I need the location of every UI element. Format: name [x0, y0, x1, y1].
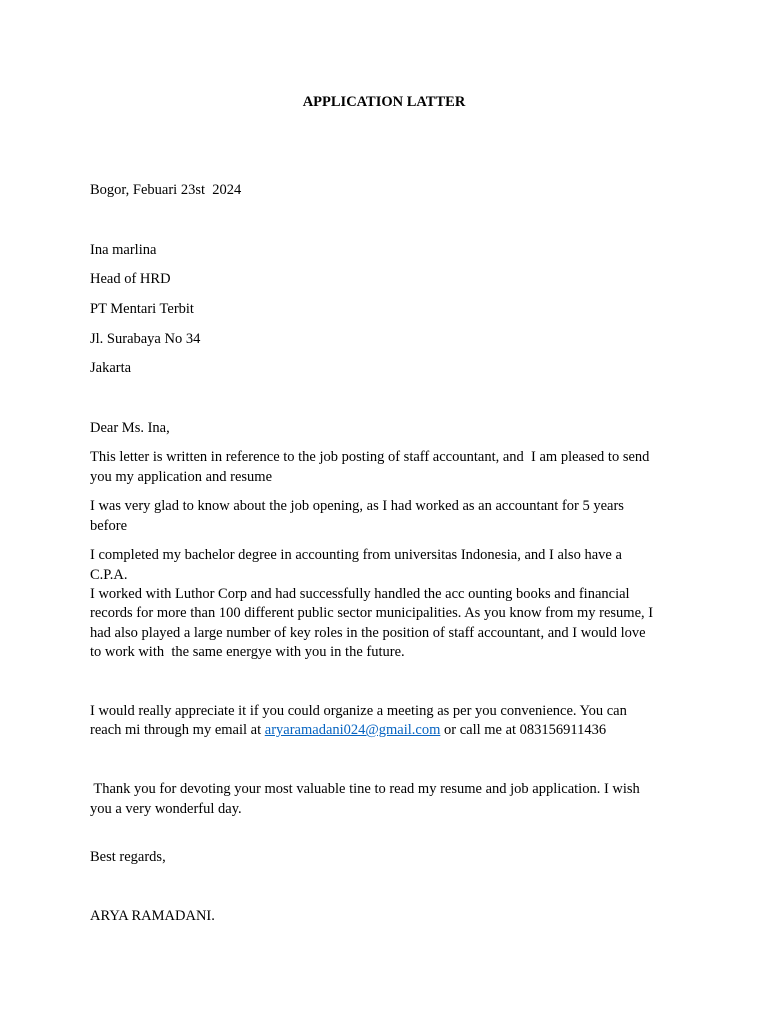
paragraph-4-line: I would really appreciate it if you could organize a meeting as per you convenience. You can [90, 703, 627, 719]
recipient-company: PT Mentari Terbit [90, 301, 194, 317]
paragraph-5-line: Thank you for devoting your most valuable tine to read my resume and job application. I wish [90, 781, 640, 797]
signature-name: ARYA RAMADANI. [90, 908, 215, 924]
closing: Best regards, [90, 849, 166, 865]
paragraph-3-line: I completed my bachelor degree in accounting from universitas Indonesia, and I also have a [90, 547, 622, 563]
paragraph-2-line: before [90, 518, 128, 534]
paragraph-4-contact-line [90, 721, 690, 741]
paragraph-3-line: had also played a large number of key roles in the position of staff accountant, and I would love [90, 625, 646, 641]
paragraph-3-line: to work with the same energye with you in the future. [90, 644, 405, 660]
recipient-street: Jl. Surabaya No 34 [90, 331, 201, 347]
letter-title: APPLICATION LATTER [302, 94, 466, 110]
email-link[interactable]: aryaramadani024@gmail.com [264, 722, 441, 738]
letter-date: Bogor, Febuari 23st 2024 [90, 182, 242, 198]
paragraph-3-line: records for more than 100 different public sector municipalities. As you know from my resume, I [90, 605, 654, 621]
salutation: Dear Ms. Ina, [90, 420, 170, 436]
paragraph-2-line: I was very glad to know about the job opening, as I had worked as an accountant for 5 years [90, 498, 624, 514]
recipient-city: Jakarta [90, 360, 132, 376]
paragraph-1-line: you my application and resume [90, 469, 273, 485]
contact-text-after: or call me at 083156911436 [440, 722, 607, 738]
paragraph-1-line: This letter is written in reference to the job posting of staff accountant, and I am pleased to send [90, 449, 650, 465]
paragraph-5-line: you a very wonderful day. [90, 801, 242, 817]
recipient-position: Head of HRD [90, 271, 171, 287]
recipient-name: Ina marlina [90, 242, 157, 258]
paragraph-3-line: I worked with Luthor Corp and had successfully handled the acc ounting books and financial [90, 586, 630, 602]
paragraph-3-line: C.P.A. [90, 567, 128, 583]
contact-text-before: reach mi through my email at [90, 722, 265, 738]
